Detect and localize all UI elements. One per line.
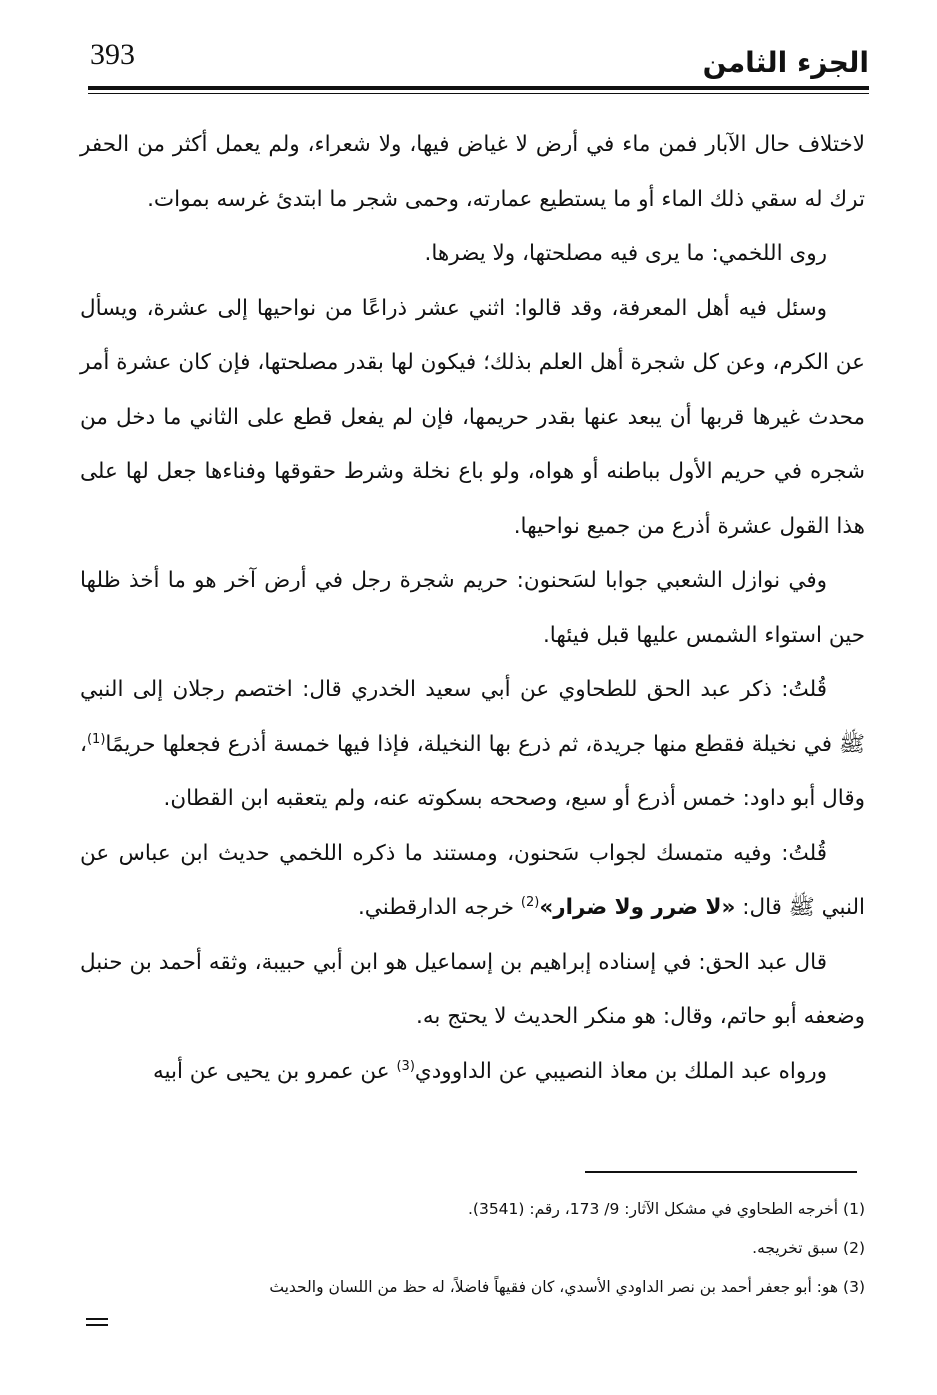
body-text (80, 118, 865, 1099)
hadith-quote: «لا ضرر ولا ضرار» (539, 895, 736, 920)
paragraph-5 (80, 663, 865, 827)
paragraph-6 (80, 827, 865, 936)
footnote-1: (1) أخرجه الطحاوي في مشكل الآثار: 9/ 173، رقم: (3541). (467, 1200, 865, 1218)
header-rule-thick (88, 86, 869, 90)
footnote-ref-3[interactable]: (3) (396, 1058, 415, 1074)
paragraph-7: قال عبد الحق: في إسناده إبراهيم بن إسماعيل هو ابن أبي حبيبة، وثقه أحمد بن حنبل وضعفه أبو حاتم، وقال: هو منكر الحديث لا يحتج به. (80, 949, 865, 1029)
footnote-3: (3) هو: أبو جعفر أحمد بن نصر الداودي الأسدي، كان فقيهاً فاضلاً، له حظ من اللسان والحديث (269, 1278, 865, 1296)
running-head: الجزء الثامن (702, 46, 869, 79)
paragraph-4: وفي نوازل الشعبي جوابا لسَحنون: حريم شجرة رجل في أرض آخر هو ما أخذ ظلها حين استواء الشمس عليها قبل فيئها. (80, 568, 865, 648)
paragraph-8-text-b: عن عمرو بن يحيى عن أبيه (152, 1058, 397, 1084)
paragraph-8 (80, 1045, 865, 1100)
paragraph-6-text-b: خرجه الدارقطني. (357, 895, 521, 920)
paragraph-8-text-a: ورواه عبد الملك بن معاذ النصيبي عن الداوودي (414, 1058, 827, 1084)
paragraph-1: لاختلاف حال الآبار فمن ماء في أرض لا غياض فيها، ولا شعراء، ولم يعمل أكثر من الحفر ترك له سقي ذلك الماء أو ما يستطيع عمارته، وحمى شجر ما ابتدئ غرسه بموات. (80, 132, 865, 212)
paragraph-6-text-a: قُلتُ: وفيه متمسك لجواب سَحنون، ومستند ما ذكره اللخمي حديث ابن عباس عن النبي ﷺ قال: (80, 840, 865, 920)
paragraph-3: وسئل فيه أهل المعرفة، وقد قالوا: اثني عشر ذراعًا من نواحيها إلى عشرة، ويسأل عن الكرم، وعن كل شجرة أهل العلم بذلك؛ فيكون لها بقدر مصلحتها، فإن كان عشرة أمر محدث غيرها قربها أن يبعد عنها بقدر حريمها، فإن لم يفعل قطع على الثاني ما دخل من شجره في حريم الأول بباطنه أو هواه، ولو باع نخلة وشرط حقوقها وفناءها جعل لها على هذا القول عشرة أذرع من جميع نواحيها. (80, 295, 865, 539)
page-number: 393 (90, 38, 135, 71)
footnote-2: (2) سبق تخريجه. (752, 1239, 865, 1257)
header-rule-thin (88, 93, 869, 94)
paragraph-5-text-b: ، وقال أبو داود: خمس أذرع أو سبع، وصححه بسكوته عنه، ولم يتعقبه ابن القطان. (80, 731, 865, 811)
footnote-ref-1[interactable]: (1) (86, 731, 106, 747)
continuation-mark (86, 1318, 108, 1326)
footnotes (80, 1190, 865, 1307)
footnote-separator (585, 1171, 857, 1173)
page-header (60, 38, 869, 88)
paragraph-2: روى اللخمي: ما يرى فيه مصلحتها، ولا يضرها. (424, 241, 827, 266)
footnote-ref-2[interactable]: (2) (520, 894, 540, 910)
paragraph-5-text-a: قُلتُ: ذكر عبد الحق للطحاوي عن أبي سعيد الخدري قال: اختصم رجلان إلى النبي ﷺ في نخيلة فقطع منها جريدة، ثم ذرع بها النخيلة، فإذا فيها خمسة أذرع فجعلها حريمًا (80, 677, 865, 757)
